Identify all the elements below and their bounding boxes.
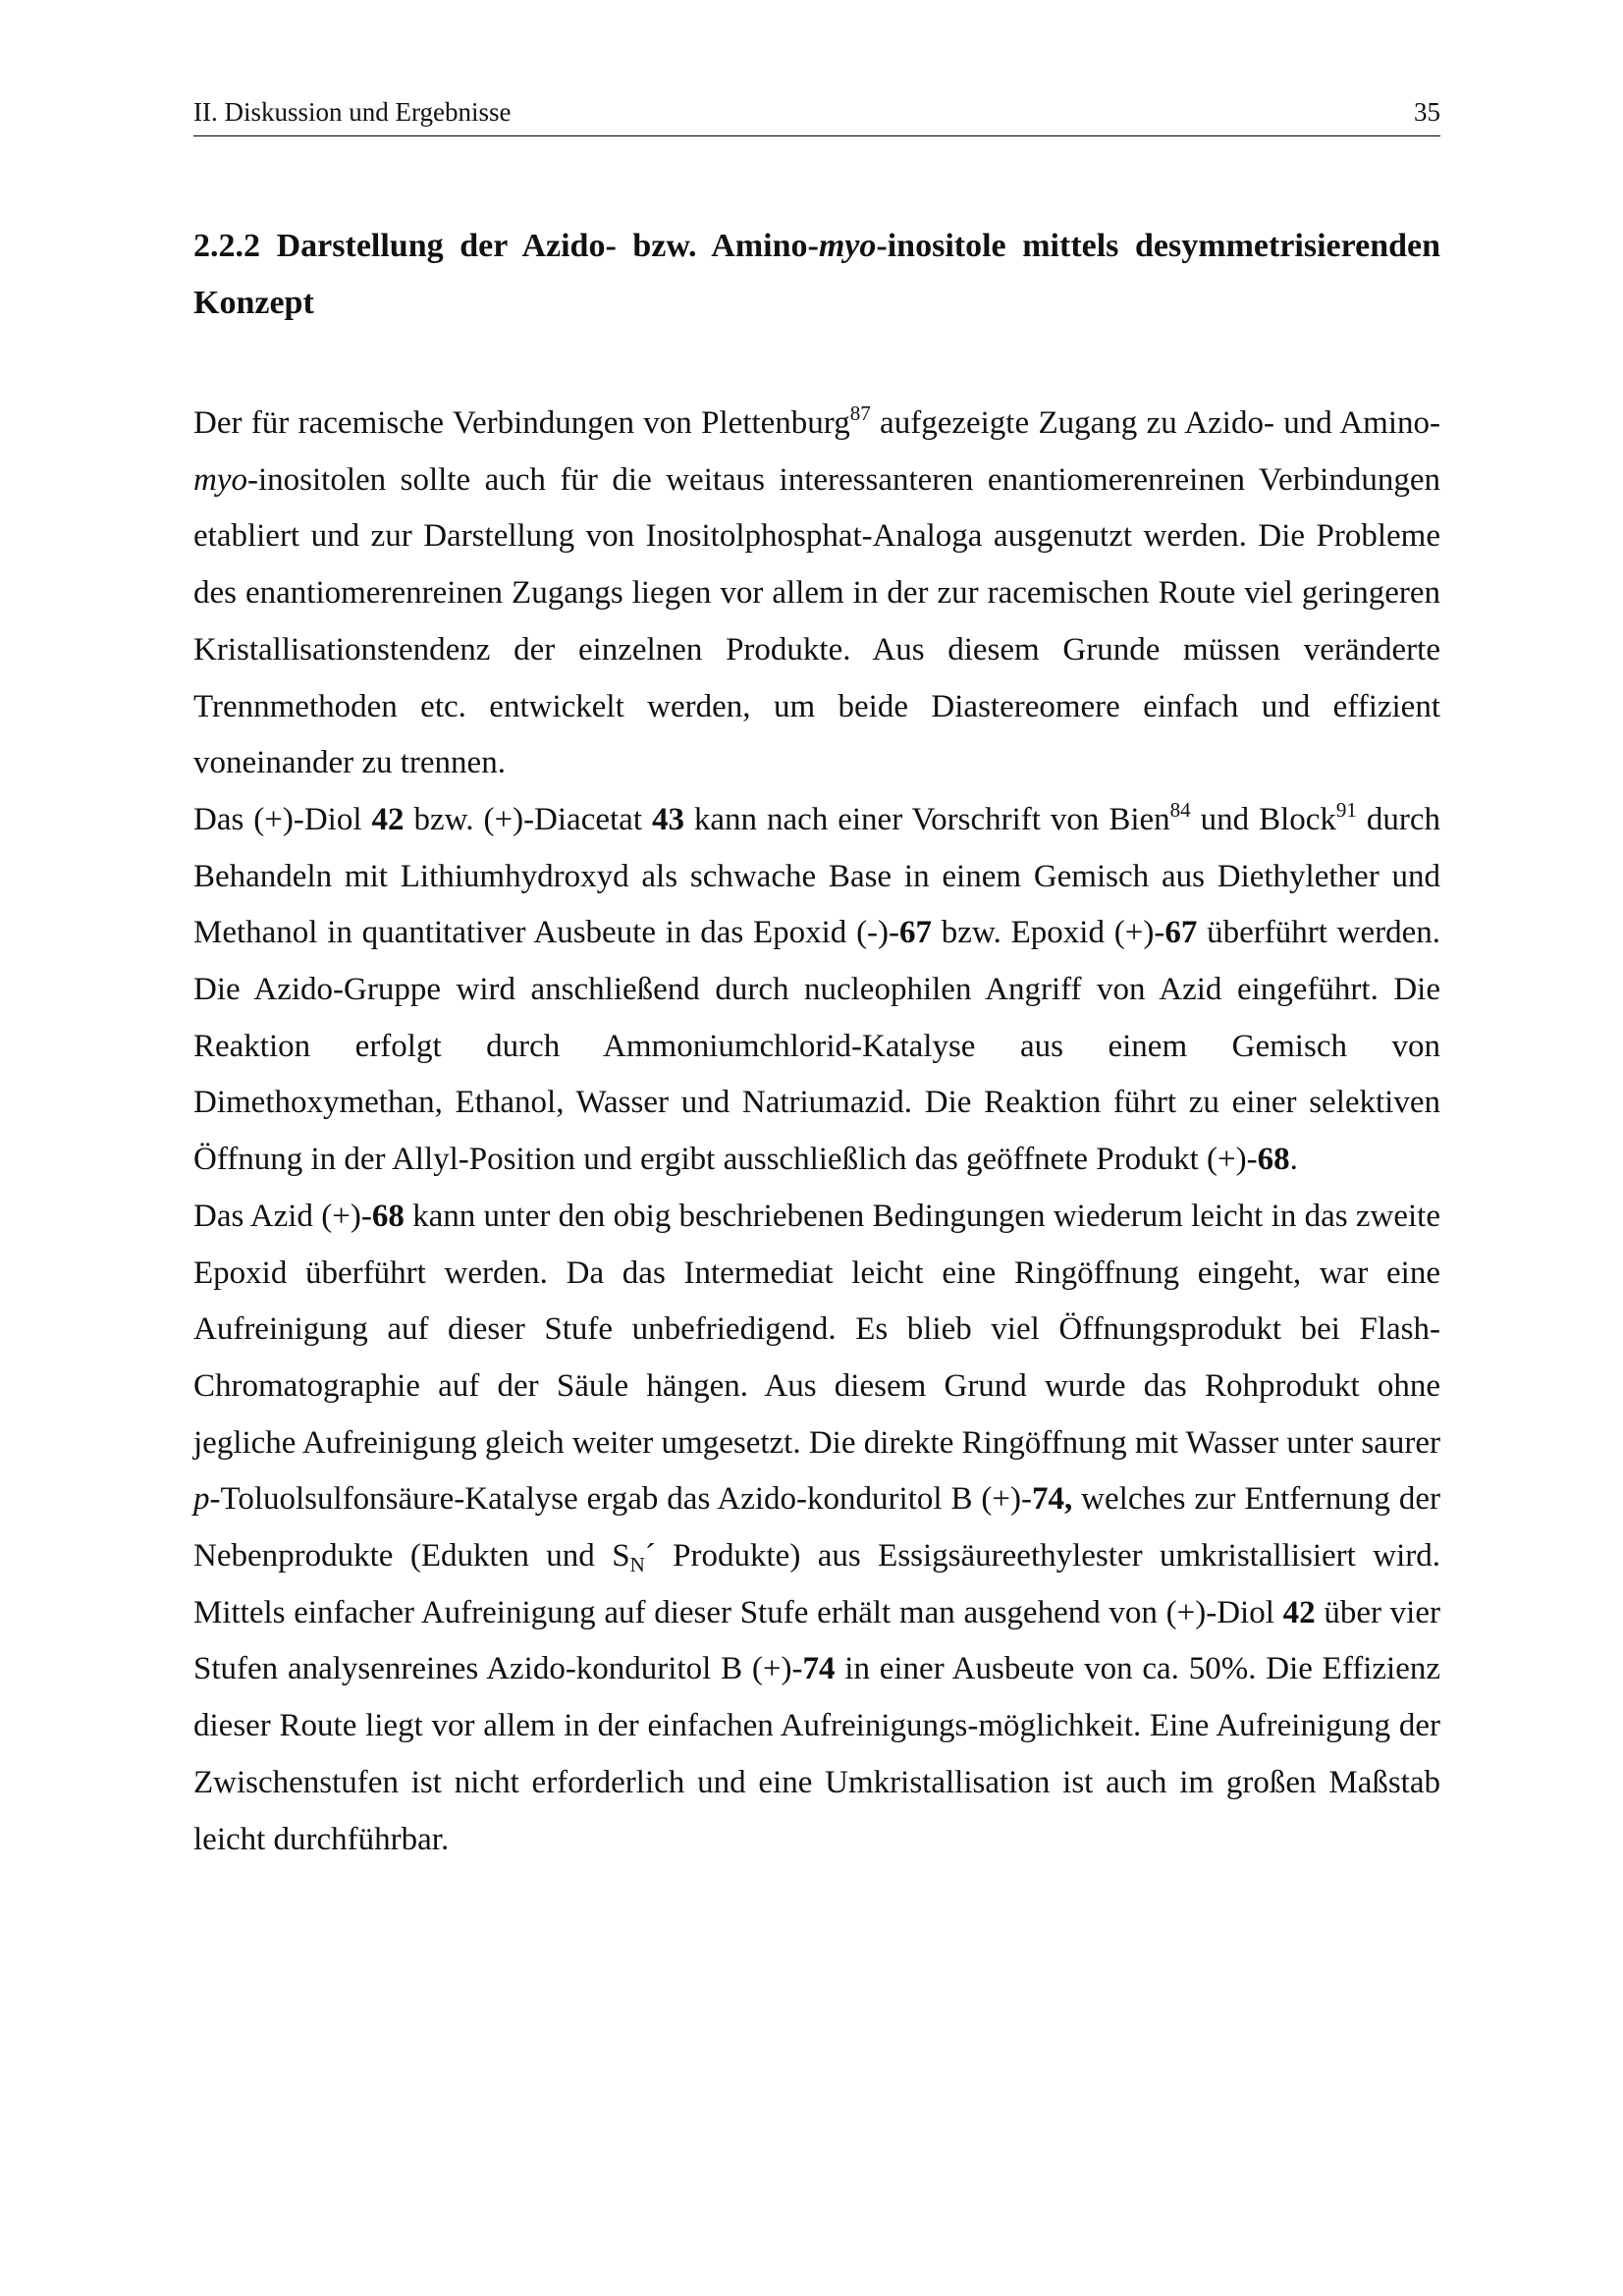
page-header bbox=[193, 96, 1440, 136]
compound-number: 68 bbox=[371, 1198, 405, 1234]
compound-number: 67 bbox=[1164, 915, 1198, 951]
footnote-reference: 87 bbox=[849, 401, 871, 425]
compound-number: 74 bbox=[802, 1651, 836, 1687]
footnote-reference: 84 bbox=[1169, 797, 1191, 822]
page-number: 35 bbox=[1414, 97, 1440, 127]
running-head-chapter: II. Diskussion und Ergebnisse bbox=[193, 97, 512, 127]
compound-number: 43 bbox=[651, 801, 684, 837]
compound-number: 74, bbox=[1032, 1481, 1073, 1518]
section-heading: 2.2.2 Darstellung der Azido- bzw. Amino-myo-inositole mittels desymmetrisierenden Konzept bbox=[193, 228, 1441, 321]
section-number: 2.2.2 bbox=[193, 228, 260, 264]
paragraph-2: Das (+)-Diol 42 bzw. (+)-Diacetat 43 kann nach einer Vorschrift von Bien$^{84}$ und Block$^{91}$ durch Behandeln mit Lithiumhydroxyd als schwache Base in einem Gemisch aus Diethylether und Methanol in quantitativer Ausbeute in das Epoxid (-)-67 bzw. Epoxid (+)-67 überführt werden. Die Azido-Gruppe wird anschließend durch nucleophilen Angriff von Azid eingeführt. Die Reaktion erfolgt durch Ammoniumchlorid-Katalyse aus einem Gemisch von Dimethoxymethan, Ethanol, Wasser und Natriumazid. Die Reaktion führt zu einer selektiven Öffnung in der Allyl-Position und ergibt ausschließlich das geöffnete Produkt (+)-68. bbox=[193, 797, 1441, 1178]
compound-number: 42 bbox=[371, 801, 405, 837]
footnote-reference: 91 bbox=[1335, 797, 1357, 822]
compound-number: 42 bbox=[1282, 1594, 1316, 1630]
paragraph-3: Das Azid (+)-68 kann unter den obig beschriebenen Bedingungen wiederum leicht in das zweite Epoxid überführt werden. Da das Intermediat leicht eine Ringöffnung eingeht, war eine Aufreinigung auf dieser Stufe unbefriedigend. Es blieb viel Öffnungsprodukt bei Flash-Chromatographie auf der Säule hängen. Aus diesem Grund wurde das Rohprodukt ohne jegliche Aufreinigung gleich weiter umgesetzt. Die direkte Ringöffnung mit Wasser unter saurer p-Toluolsulfonsäure-Katalyse ergab das Azido-konduritol B (+)-74, welches zur Entfernung der Nebenprodukte (Edukten und $S_N´$ Produkte) aus Essigsäureethylester umkristallisiert wird. Mittels einfacher Aufreinigung auf dieser Stufe erhält man ausgehend von (+)-Diol 42 über vier Stufen analysenreines Azido-konduritol B (+)-74 in einer Ausbeute von ca. 50%. Die Effizienz dieser Route liegt vor allem in der einfachen Aufreinigungs-möglichkeit. Eine Aufreinigung der Zwischenstufen ist nicht erforderlich und eine Umkristallisation ist auch im großen Maßstab leicht durchführbar. bbox=[193, 1198, 1441, 1857]
compound-number: 67 bbox=[899, 915, 933, 951]
body-text bbox=[193, 396, 1440, 1868]
subscript: N bbox=[629, 1553, 645, 1577]
paragraph-1: Der für racemische Verbindungen von Plettenburg$^{87}$ aufgezeigte Zugang zu Azido- und Amino-myo-inositolen sollte auch für die weitaus interessanteren enantiomerenreinen Verbindungen etabliert und zur Darstellung von Inositolphosphat-Analoga ausgenutzt werden. Die Probleme des enantiomerenreinen Zugangs liegen vor allem in der zur racemischen Route viel geringeren Kristallisationstendenz der einzelnen Produkte. Aus diesem Grunde müssen veränderte Trennmethoden etc. entwickelt werden, um beide Diastereomere einfach und effizient voneinander zu trennen. bbox=[193, 401, 1440, 781]
compound-number: 68 bbox=[1257, 1142, 1290, 1178]
